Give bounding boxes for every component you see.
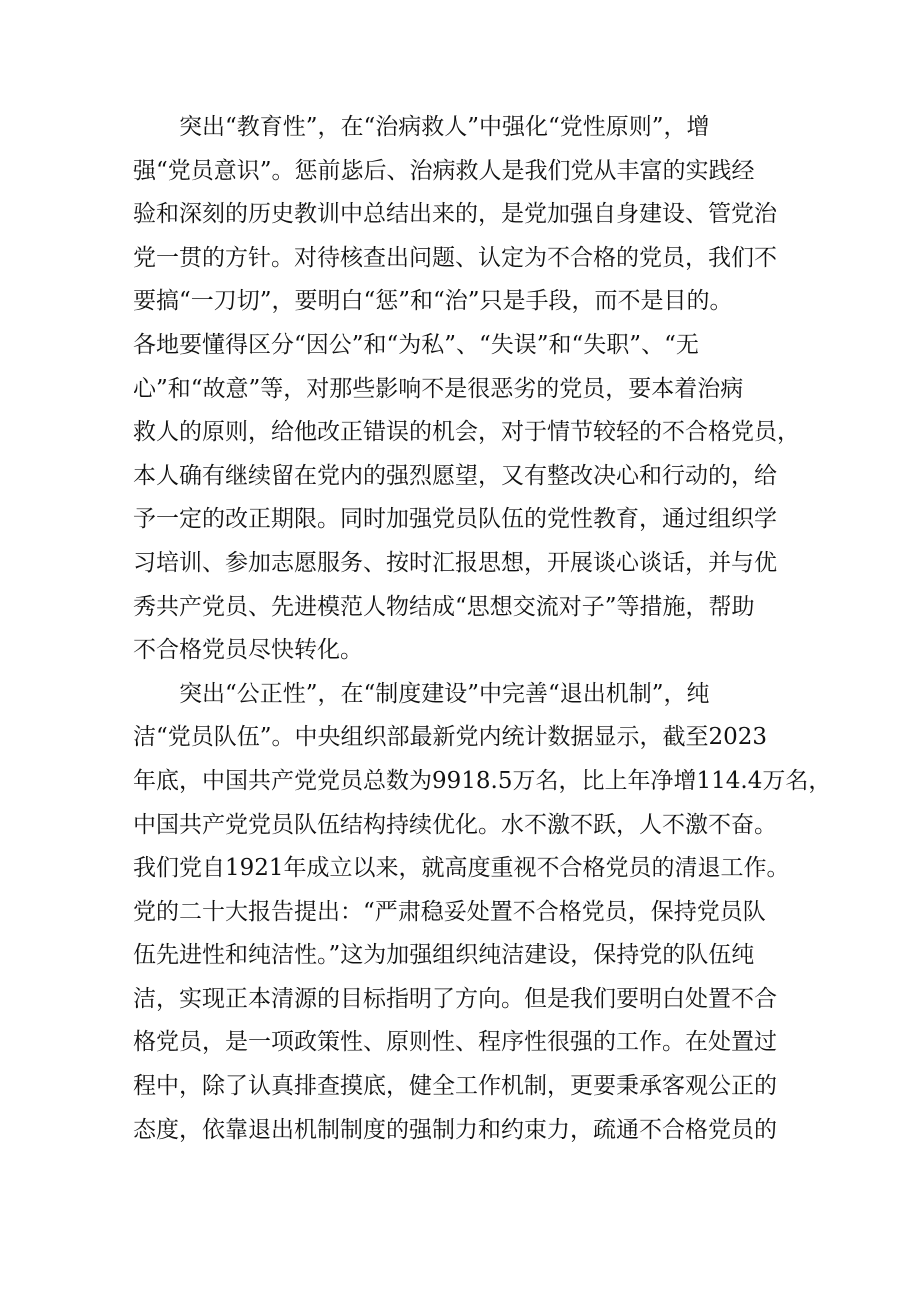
text-line: 秀共产党员、先进模范人物结成“思想交流对子”等措施，帮助 (133, 593, 755, 620)
text-line: 党的二十大报告提出：“严肃稳妥处置不合格党员，保持党员队 (133, 898, 766, 925)
text-line: 洁“党员队伍”。中央组织部最新党内统计数据显示，截至2023 (133, 724, 768, 751)
paragraph-education (133, 106, 800, 673)
text-line: 程中，除了认真排查摸底，健全工作机制，更要秉承客观公正的 (133, 1073, 777, 1100)
text-line: 验和深刻的历史教训中总结出来的，是党加强自身建设、管党治 (133, 201, 777, 228)
document-body (133, 106, 832, 1152)
text-line: 伍先进性和纯洁性。”这为加强组织纯洁建设，保持党的队伍纯 (133, 942, 755, 969)
text-line: 心”和“故意”等，对那些影响不是很恶劣的党员，要本着治病 (133, 375, 744, 402)
text-line: 不合格党员尽快转化。 (133, 637, 363, 664)
text-line: 强“党员意识”。惩前毖后、治病救人是我们党从丰富的实践经 (133, 157, 755, 184)
text-line: 要搞“一刀切”，要明白“惩”和“治”只是手段，而不是目的。 (133, 288, 733, 315)
text-line: 突出“教育性”，在“治病救人”中强化“党性原则”，增 (133, 114, 710, 140)
text-line: 年底，中国共产党党员总数为9918.5万名，比上年净增114.4万名， (133, 767, 832, 794)
text-line: 予一定的改正期限。同时加强党员队伍的党性教育，通过组织学 (133, 506, 777, 533)
text-line: 突出“公正性”，在“制度建设”中完善“退出机制”，纯 (133, 680, 710, 707)
text-line: 洁，实现正本清源的目标指明了方向。但是我们要明白处置不合 (133, 985, 777, 1012)
text-line: 中国共产党党员队伍结构持续优化。水不激不跃，人不激不奋。 (133, 811, 777, 838)
text-line: 各地要懂得区分“因公”和“为私”、“失误”和“失职”、“无 (133, 331, 699, 358)
text-line: 本人确有继续留在党内的强烈愿望，又有整改决心和行动的，给 (133, 462, 777, 489)
paragraph-fairness (133, 673, 832, 1153)
text-line: 态度，依靠退出机制制度的强制力和约束力，疏通不合格党员的 (133, 1116, 777, 1143)
text-line: 救人的原则，给他改正错误的机会，对于情节较轻的不合格党员， (133, 419, 800, 446)
text-line: 格党员，是一项政策性、原则性、程序性很强的工作。在处置过 (133, 1029, 777, 1056)
text-line: 我们党自1921年成立以来，就高度重视不合格党员的清退工作。 (133, 855, 790, 882)
text-line: 习培训、参加志愿服务、按时汇报思想，开展谈心谈话，并与优 (133, 549, 777, 576)
text-line: 党一贯的方针。对待核查出问题、认定为不合格的党员，我们不 (133, 244, 777, 271)
